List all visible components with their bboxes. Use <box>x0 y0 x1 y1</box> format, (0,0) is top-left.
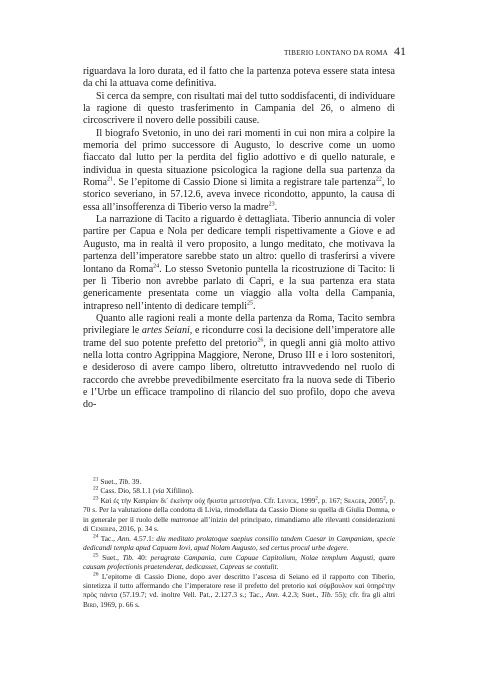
paragraph-2: Si cerca da sempre, con risultati mai del tutto soddisfacenti, di individuare la ragione di questo trasferimento in Campania del 26, o almeno di circoscrivere il novero delle possibili cause. <box>83 90 395 127</box>
paragraph-1: riguardava la loro durata, ed il fatto che la partenza poteva essere stata intesa da chi la attuava come definitiva. <box>83 66 395 90</box>
artes-seiani: artes Seiani <box>141 325 190 337</box>
running-title: TIBERIO LONTANO DA ROMA <box>283 49 388 57</box>
footnotes <box>83 477 395 609</box>
footnote-ref-24[interactable]: 24 <box>153 263 160 270</box>
footnote-ref-26[interactable]: 26 <box>257 337 264 344</box>
footnote-ref-25[interactable]: 25 <box>247 300 254 307</box>
footnote-26: $^{26}$ L’epitome di Cassio Dione, dopo aver descritto l’ascesa di Seiano ed il rapporto con Tiberio, sintetizza il tutto affermando che l’imperatore rese il prefetto del pretorio καὶ σύμβουλον καὶ ὑπηρέτην πρὸς πάντα (57.19.7; vd. inoltre Vell. Pat., 2.127.3 s.; Tac., Ann. 4.2.3; Suet., Tib. 55); cfr. fra gli altri Bird, 1969, p. 66 s. <box>83 571 395 609</box>
running-header <box>284 44 406 59</box>
footnote-ref-22[interactable]: 22 <box>375 176 382 183</box>
footnote-21: $^{21}$ Suet., Tib. 39. <box>93 476 142 486</box>
footnote-25: $^{25}$ Suet., Tib. 40: peragrata Campania, cum Capuae Capitolium, Nolae templum Augusti, quam causam profectionis praetenderat, dedicasset, Capreas se contulit. <box>83 552 395 572</box>
footnote-ref-21[interactable]: 21 <box>107 176 113 183</box>
paragraph-3: Il biografo Svetonio, in uno dei rari momenti in cui non mira a colpire la memoria del primo successore di Augusto, lo descrive come un uomo fiaccato dal lutto per la perdita del figlio adottivo e di quello naturale, e individua in questa situazione psicologica la ragione della sua partenza da Roma$^{21}$. Se l’epitome di Cassio Dione si limita a registrare tale partenza$^{22}$, lo storico severiano, in 57.12.6, aveva invece ricondotto, appunto, la causa di essa all’insofferenza di Tiberio verso la madre$^{23}$. <box>83 127 396 213</box>
paragraph-5: Quanto alle ragioni reali a monte della partenza da Roma, Tacito sembra privilegiare le artes Seiani, e ricondurre così la decisione dell’imperatore alle trame del suo potente prefetto del pretorio$^{26}$, in quegli anni già molto attivo nella lotta contro Agrippina Maggiore, Nerone, Druso III e i loro sostenitori, e desideroso di avere campo libero, oltretutto intravvedendo nel ruolo di raccordo che avrebbe prevedibilmente esercitato fra la nuova sede di Tiberio e l’Urbe un efficace trampolino di rilancio del suo profilo, dopo che aveva do- <box>83 312 395 411</box>
footnote-22: $^{22}$ Cass. Dio, 58.1.1 (via Xifilino). <box>93 486 194 496</box>
paragraph-4: La narrazione di Tacito a riguardo è dettagliata. Tiberio annuncia di voler partire per Capua e Nola per dedicare templi rispettivamente a Giove e ad Augusto, ma in realtà il vero proposito, a lungo meditato, che motivava la partenza dell’imperatore sarebbe stato un altro: quello di trasferirsi a vivere lontano da Roma$^{24}$. Lo stesso Svetonio puntella la ricostruzione di Tacito: lì per lì Tiberio non avrebbe parlato di Capri, e la sua partenza era stata genericamente presentata come un viaggio alla volta della Campania, intrapreso nell’intento di dedicare templi$^{25}$. <box>83 214 395 312</box>
page-number: 41 <box>394 44 406 58</box>
footnote-ref-23[interactable]: 23 <box>268 201 275 208</box>
footnote-24: $^{24}$ Tac., Ann. 4.57.1: diu meditato prolatoque saepius consilio tandem Caesar in Campaniam, specie dedicandi templa apud Capuam Iovi, apud Nolam Augusto, sed certus procul urbe degere. <box>83 533 395 553</box>
footnote-23: $^{23}$ Καὶ ἐς τὴν Καπρίαν δι᾽ ἐκείνην οὐχ ἥκιστα μετεστήνα. Cfr. Levick, 1999$^2$, p. 167; Seager, 2005$^2$, p. 70 s. Per la valutazione della condotta di Livia, rimodellata da Cassio Dione su quella di Giulia Domna, e in generale per il ruolo delle matronae all’inizio del principato, rimandiamo alle rilevanti considerazioni di Cenerini, 2016, p. 34 s. <box>83 495 396 534</box>
main-text <box>83 66 395 412</box>
